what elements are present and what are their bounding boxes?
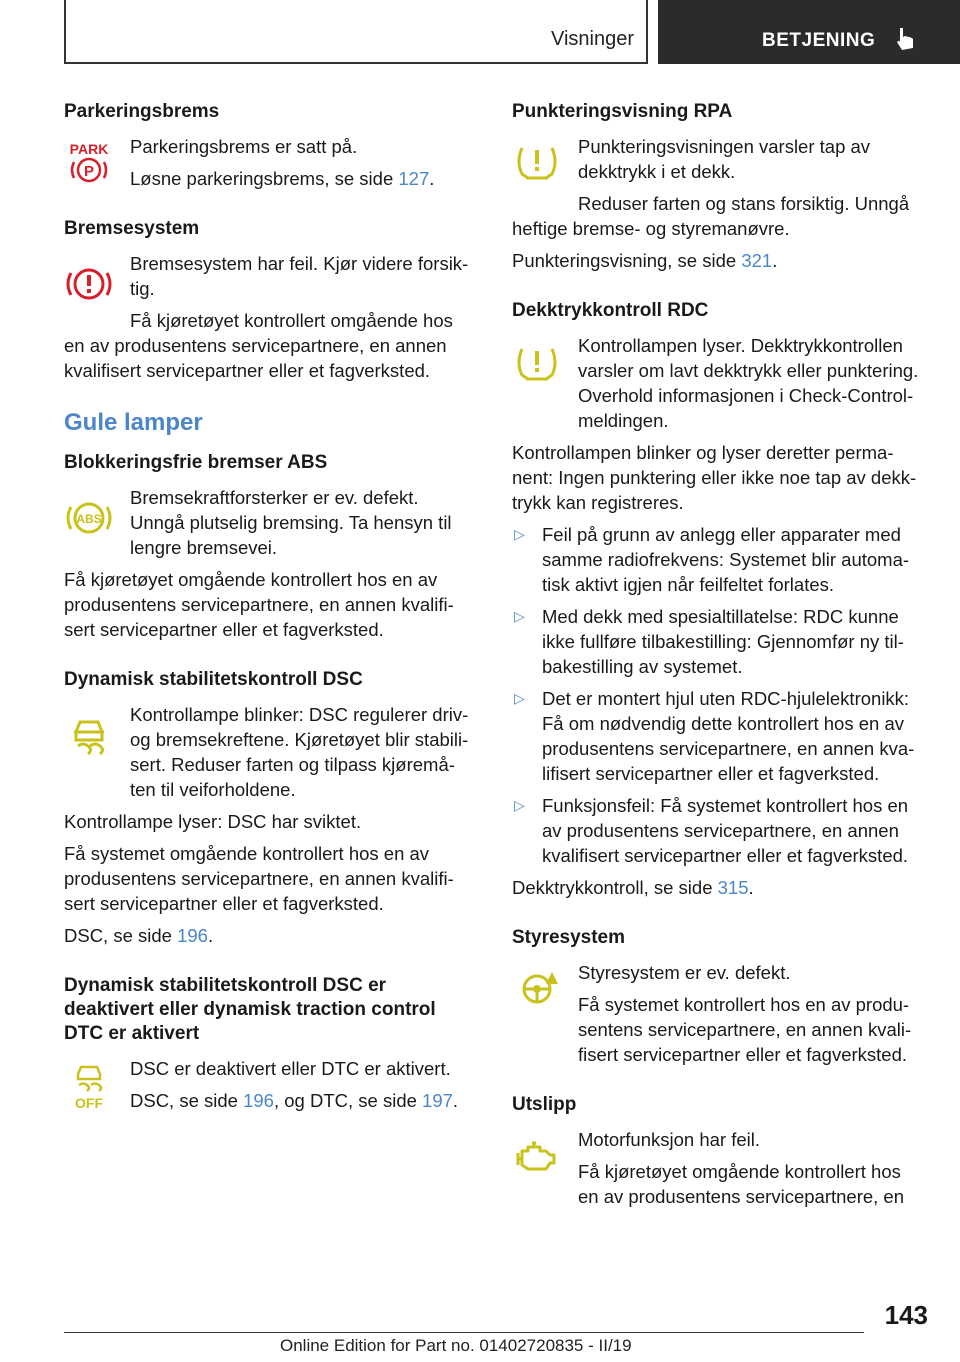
steering-section <box>512 926 926 1067</box>
emission-section <box>512 1093 926 1209</box>
dsc-title: Dynamisk stabilitetskontroll DSC <box>64 669 363 690</box>
dsc-off-ref: DSC, se side 196, og DTC, se side 197. <box>130 1090 459 1111</box>
park-title: Parkeringsbrems <box>64 101 220 122</box>
steering-warning-icon <box>512 964 562 1014</box>
rdc-section <box>512 299 926 900</box>
abs-line2: Få kjøretøyet omgående kontrollert hos en av produsentens servicepartnere, en annen kvalifi-sert servicepartner eller et fagverksted. <box>64 569 454 640</box>
dsc-off-icon <box>64 1062 114 1112</box>
park-section <box>64 100 478 191</box>
brake-line1: Bremsesystem har feil. Kjør videre forsik-tig. <box>130 253 469 299</box>
dtc-page-ref-2[interactable]: 197 <box>422 1090 453 1111</box>
dsc-car-skid-icon <box>64 712 114 762</box>
bullet-triangle-icon: ▷ <box>514 526 525 542</box>
tire-pressure-monitor-icon <box>512 339 562 389</box>
rpa-ref: Punkteringsvisning, se side 321. <box>512 250 778 271</box>
park-line1: Parkeringsbrems er satt på. <box>130 136 358 157</box>
park-page-ref[interactable]: 127 <box>398 168 430 189</box>
parking-brake-icon <box>64 136 114 186</box>
dsc-line3: Få systemet omgående kontrollert hos en av produsentens servicepartnere, en annen kvalifi-sert servicepartner eller et fagverksted. <box>64 843 454 914</box>
list-item: ▷ Med dekk med spesialtillatelse: RDC kunne ikke fullføre tilbakestilling: Gjennomfør ny til-bakestilling av systemet. <box>514 606 904 677</box>
rpa-line1: Punkteringsvisningen varsler tap av dekktrykk i et dekk. <box>578 136 871 182</box>
steering-line2: Få systemet kontrollert hos en av produ-sentens servicepartnere, en annen kvali-fisert servicepartner eller et fagverksted. <box>578 994 912 1065</box>
list-item: ▷ Feil på grunn av anlegg eller apparater med samme radiofrekvens: Systemet blir automa-tisk aktivt igjen når feilfeltet forlates. <box>514 524 910 595</box>
rpa-line2: Reduser farten og stans forsiktig. Unngå heftige bremse- og styremanøvre. <box>512 193 910 239</box>
list-item: ▷ Funksjonsfeil: Få systemet kontrollert hos en av produsentens servicepartnere, en annen kvalifisert servicepartner eller et fagverksted. <box>514 795 909 866</box>
brake-title: Bremsesystem <box>64 218 200 239</box>
engine-icon <box>512 1133 562 1183</box>
rdc-title: Dekktrykkontroll RDC <box>512 300 709 321</box>
bullet-triangle-icon: ▷ <box>514 690 525 706</box>
section-title: Visninger <box>550 28 634 50</box>
dsc-off-line1: DSC er deaktivert eller DTC er aktivert. <box>130 1058 451 1079</box>
brake-section <box>64 217 478 383</box>
dsc-off-icon-text: OFF <box>75 1095 103 1111</box>
svg-text:P: P <box>83 163 95 180</box>
bullet-triangle-icon: ▷ <box>514 797 525 813</box>
emission-line2: Få kjøretøyet omgående kontrollert hos en av produsentens servicepartnere, en <box>578 1161 905 1207</box>
rdc-bullet-list <box>512 522 926 868</box>
rpa-page-ref[interactable]: 321 <box>741 250 773 271</box>
bullet-triangle-icon: ▷ <box>514 608 525 624</box>
abs-section <box>64 451 478 642</box>
dsc-ref: DSC, se side 196. <box>64 925 214 946</box>
brake-warning-icon <box>64 259 114 309</box>
list-item: ▷ Det er montert hjul uten RDC-hjulelektronikk: Få om nødvendig dette kontrollert hos en av produsentens servicepartnere, en annen kva-lifisert servicepartner eller et fagverksted. <box>514 688 915 784</box>
abs-icon-text: ABS <box>76 512 102 526</box>
abs-title: Blokkeringsfrie bremser ABS <box>64 452 328 473</box>
steering-line1: Styresystem er ev. defekt. <box>578 962 791 983</box>
left-column <box>64 100 478 1139</box>
chapter-tab[interactable] <box>658 0 960 64</box>
dsc-off-title: Dynamisk stabilitetskontroll DSC er deaktivert eller dynamisk traction control DTC er aktivert <box>64 975 436 1044</box>
dsc-line1: Kontrollampe blinker: DSC regulerer driv- og bremsekreftene. Kjøretøyet blir stabili-sert. Reduser farten og tilpass kjøremå-ten til veiforholdene. <box>130 704 469 800</box>
emission-line1: Motorfunksjon har feil. <box>578 1129 761 1150</box>
page-number: 143 <box>884 1300 928 1330</box>
rpa-title: Punkteringsvisning RPA <box>512 101 733 122</box>
dsc-off-page-ref-1[interactable]: 196 <box>243 1090 274 1111</box>
footer-divider <box>64 1332 864 1333</box>
emission-title: Utslipp <box>512 1094 577 1115</box>
park-line2: Løsne parkeringsbrems, se side 127. <box>130 168 435 189</box>
rdc-line1: Kontrollampen lyser. Dekktrykkontrollen varsler om lavt dekktrykk eller punktering. Overhold informasjonen i Check-Control-meldingen. <box>578 335 919 431</box>
parking-brake-icon-text: PARK <box>69 141 109 157</box>
rdc-page-ref[interactable]: 315 <box>717 877 749 898</box>
abs-line1: Bremsekraftforsterker er ev. defekt. Unngå plutselig bremsing. Ta hensyn til lengre bremsevei. <box>130 487 452 558</box>
dsc-off-section <box>64 974 478 1113</box>
yellow-lamps-heading: Gule lamper <box>64 409 203 436</box>
rdc-ref: Dekktrykkontroll, se side 315. <box>512 877 754 898</box>
chapter-tab-label: BETJENING <box>762 30 876 51</box>
dsc-section <box>64 668 478 948</box>
tire-pressure-icon <box>512 138 562 188</box>
pointing-hand-icon <box>894 26 916 52</box>
dsc-page-ref[interactable]: 196 <box>177 925 208 946</box>
rpa-section <box>512 100 926 273</box>
abs-icon <box>64 493 114 543</box>
edition-footer: Online Edition for Part no. 01402720835 - II/19 <box>280 1336 632 1355</box>
steering-title: Styresystem <box>512 927 626 948</box>
right-column <box>512 100 926 1235</box>
brake-line2: Få kjøretøyet kontrollert omgående hos en av produsentens servicepartnere, en annen kvalifisert servicepartner eller et fagverksted. <box>64 310 453 381</box>
dsc-line2: Kontrollampe lyser: DSC har sviktet. <box>64 811 362 832</box>
rdc-line2: Kontrollampen blinker og lyser deretter perma-nent: Ingen punktering eller ikke noe tap av dekk-trykk kan registreres. <box>512 442 917 513</box>
